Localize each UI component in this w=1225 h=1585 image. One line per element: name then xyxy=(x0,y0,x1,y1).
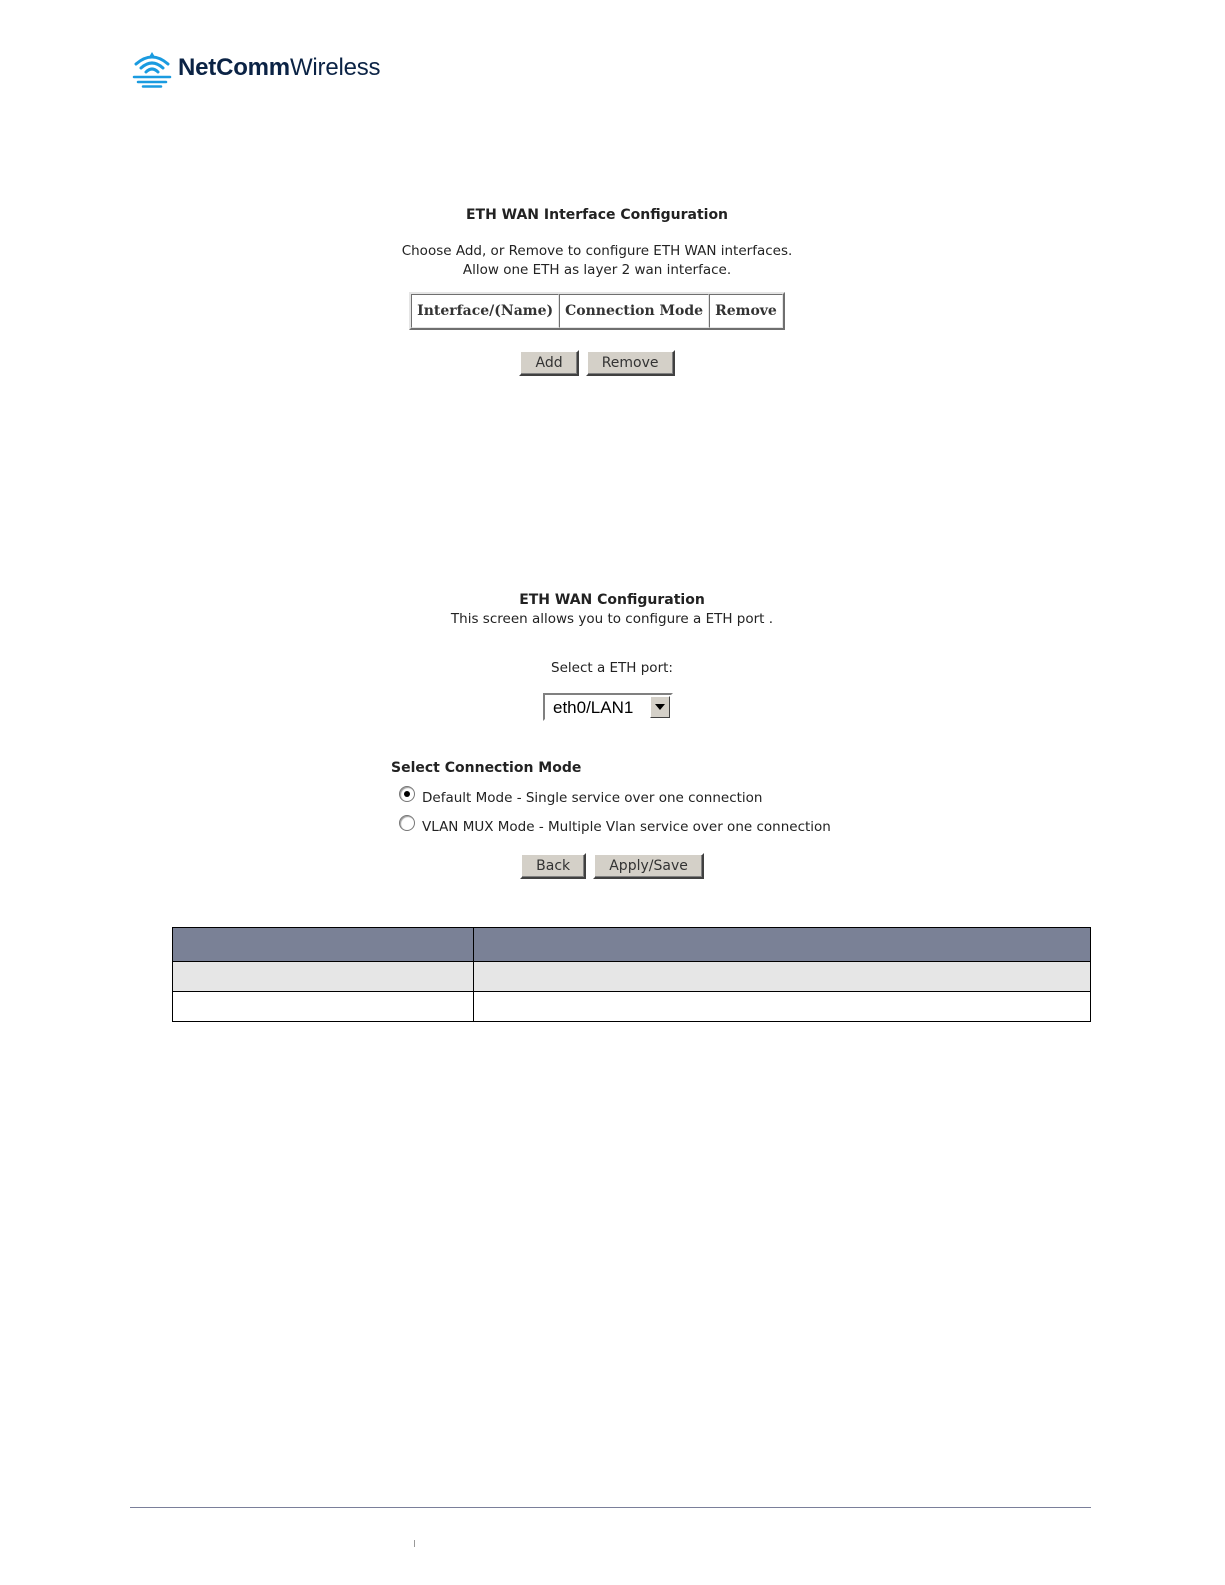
footer-divider xyxy=(130,1507,1091,1508)
column-interface-name: Interface/(Name) xyxy=(411,294,559,328)
select-port-label: Select a ETH port: xyxy=(551,660,673,676)
interface-buttons xyxy=(372,350,822,376)
table-cell xyxy=(474,992,1091,1022)
interface-config-panel xyxy=(372,200,822,376)
vlan-mux-mode-option[interactable] xyxy=(399,816,831,838)
table-row xyxy=(173,992,1091,1022)
eth-port-select[interactable] xyxy=(543,693,673,721)
connection-mode-title: Select Connection Mode xyxy=(391,760,582,776)
column-connection-mode: Connection Mode xyxy=(559,294,709,328)
apply-save-button[interactable]: Apply/Save xyxy=(593,853,704,879)
interface-table-header xyxy=(411,294,783,328)
wireless-logo-icon xyxy=(130,48,174,88)
column-remove: Remove xyxy=(709,294,783,328)
table-row xyxy=(173,962,1091,992)
table-cell xyxy=(173,962,474,992)
add-button[interactable]: Add xyxy=(519,350,578,376)
table-cell xyxy=(173,992,474,1022)
footer-separator xyxy=(414,1540,415,1547)
default-mode-option[interactable] xyxy=(399,787,763,809)
chevron-down-icon[interactable] xyxy=(650,696,670,718)
interface-config-title: ETH WAN Interface Configuration xyxy=(465,207,729,223)
interface-table xyxy=(409,292,785,330)
remove-button[interactable]: Remove xyxy=(586,350,675,376)
eth-config-subtitle: This screen allows you to configure a ETH port . xyxy=(450,611,774,627)
default-mode-radio[interactable] xyxy=(399,786,415,802)
eth-config-buttons xyxy=(372,853,852,879)
brand-name: NetCommWireless xyxy=(178,54,381,81)
vlan-mux-mode-label: VLAN MUX Mode - Multiple Vlan service over one connection xyxy=(422,819,831,835)
table-cell xyxy=(474,962,1091,992)
header-cell xyxy=(474,928,1091,962)
default-mode-label: Default Mode - Single service over one connection xyxy=(422,790,763,806)
vlan-mux-mode-radio[interactable] xyxy=(399,815,415,831)
eth-port-value: eth0/LAN1 xyxy=(553,698,634,717)
settings-table xyxy=(172,927,1091,1022)
interface-config-description: Choose Add, or Remove to configure ETH WAN interfaces. Allow one ETH as layer 2 wan interface. xyxy=(401,243,793,278)
eth-config-title: ETH WAN Configuration xyxy=(519,592,705,608)
back-button[interactable]: Back xyxy=(520,853,586,879)
header-cell xyxy=(173,928,474,962)
settings-table-header xyxy=(173,928,1091,962)
brand-logo xyxy=(130,48,380,88)
